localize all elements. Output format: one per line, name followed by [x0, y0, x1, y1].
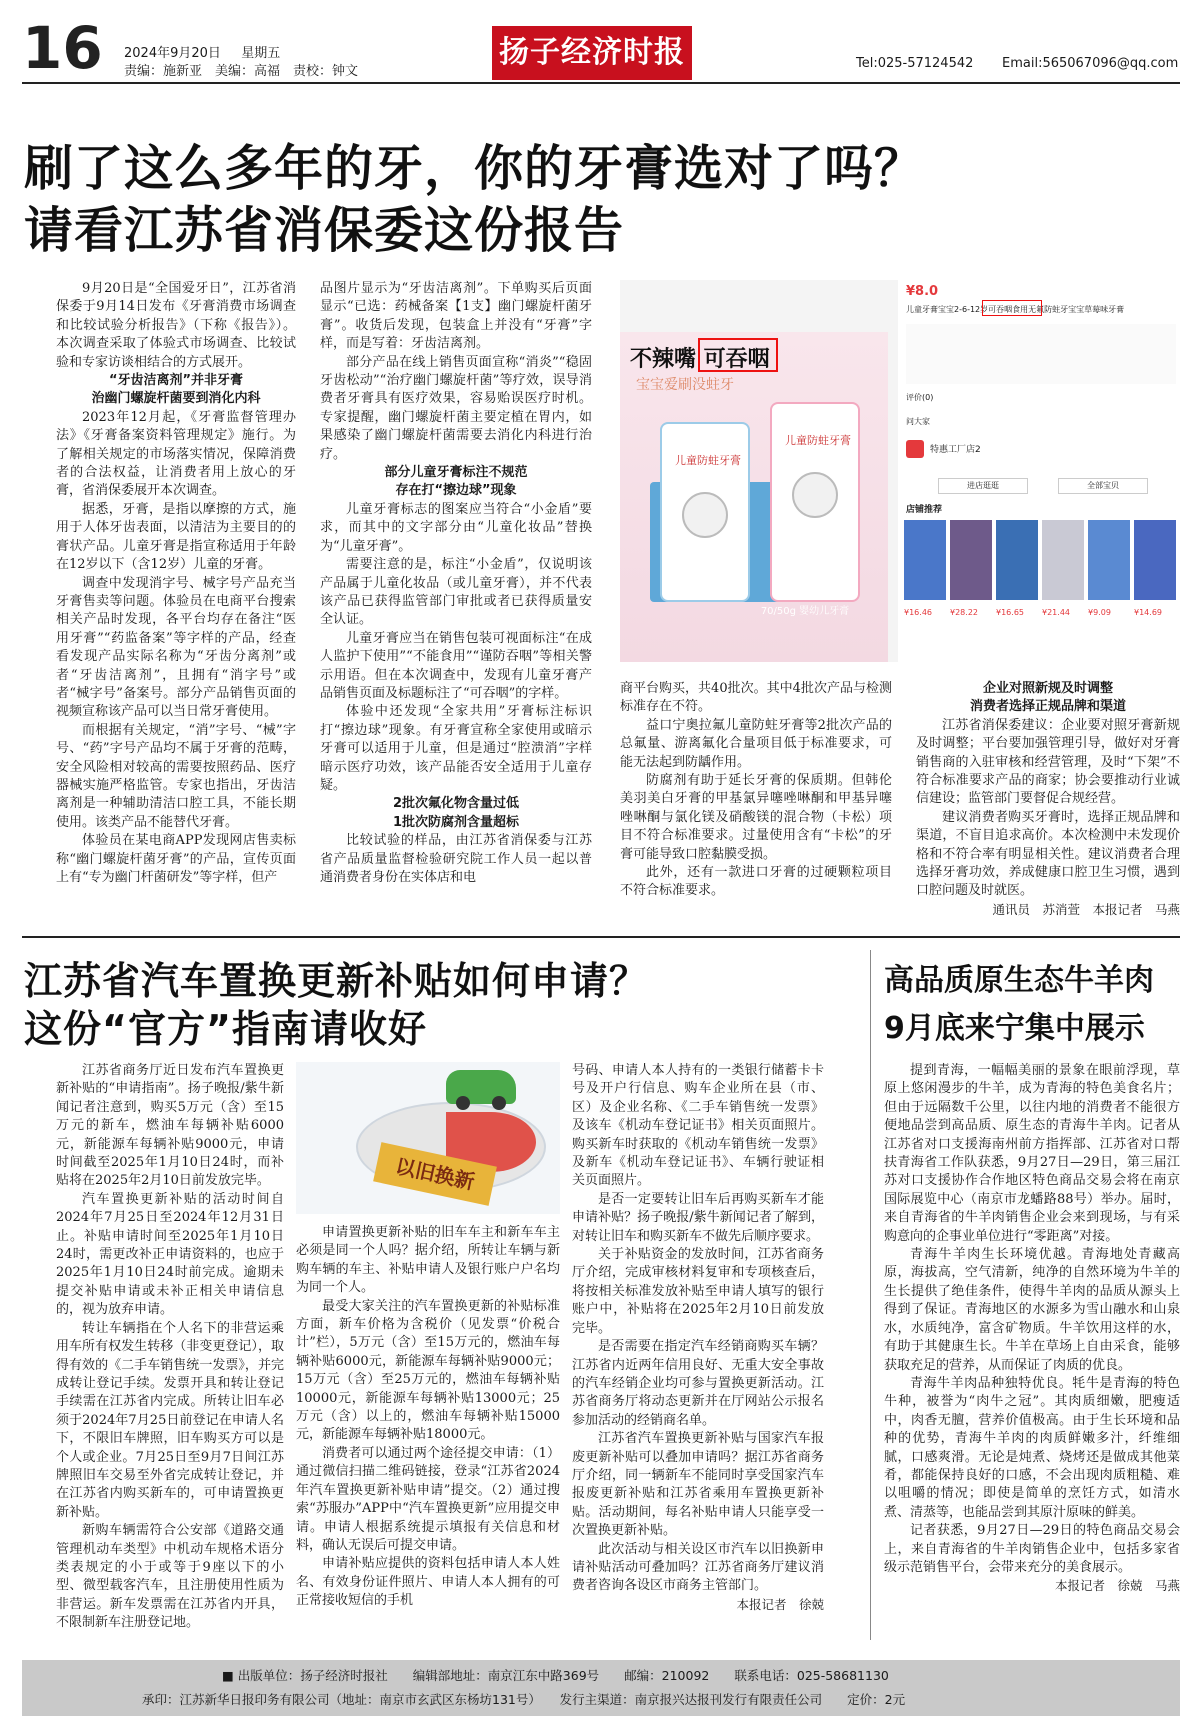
- paragraph: 儿童牙膏应当在销售包装可视面标注“在成人监护下使用”“不能食用”“谨防吞咽”等相关警示用语。但在本次调查中，发现有儿童牙膏产品销售页面及标题标注了“可吞咽”的字样。: [320, 630, 592, 701]
- toothpaste-product-image: [620, 280, 1182, 662]
- product-price: ¥8.0: [906, 284, 939, 299]
- paragraph: 新购车辆需符合公安部《道路交通管理机动车类型》中机动车规格术语分类表规定的小于或等于9座以下的小型、微型载客汽车，且注册使用性质为非营运。新车发票需在江苏省内开具，不限制新车注册登记地。: [56, 1523, 284, 1631]
- photo-subslogan: 宝宝爱刷没蛀牙: [636, 377, 734, 393]
- article2-column-2: [296, 1224, 560, 1640]
- paragraph: 比较试验的样品，由江苏省消保委与江苏省产品质量监督检验研究院工作人员一起以普通消费者身份在实体店和电: [320, 833, 592, 885]
- footer-line-2: 承印：江苏新华日报印务有限公司（地址：南京市玄武区东杨坊131号） 发行主渠道：南京报兴达报刊发行有限责任公司 定价：2元: [142, 1692, 906, 1707]
- paragraph: 最受大家关注的汽车置换更新的补贴标准方面，新车价格为含税价（见发票“价税合计”栏），5万元（含）至15万元的，燃油车每辆补贴6000元，新能源车每辆补贴9000元；15万元（含）至25万元的，燃油车每辆补贴10000元，新能源车每辆补贴13000元；25万元（含）以上的，燃油车每辆补贴15000元，新能源车每辆补贴18000元。: [296, 1298, 560, 1443]
- paragraph: 商平台购买，共40批次。其中4批次产品与检测标准存在不符。: [620, 681, 892, 715]
- masthead: [492, 26, 692, 80]
- paragraph: 是否需要在指定汽车经销商购买车辆？江苏省内近两年信用良好、无重大安全事故的汽车经销企业均可参与置换更新活动。江苏省商务厅将动态更新并在厅网站公示报名参加活动的经销商名单。: [572, 1339, 824, 1428]
- bear-icon-2: [792, 472, 838, 518]
- product-price-tag: ¥21.44: [1042, 608, 1070, 617]
- byline: 本报记者 徐兢: [736, 1596, 824, 1612]
- contact-email: Email:565067096@qq.com: [1002, 56, 1179, 71]
- paragraph: 9月20日是“全国爱牙日”，江苏省消保委于9月14日发布《牙膏消费市场调查和比较试验分析报告》（下称《报告》）。本次调查采取了体验式市场调查、比较试验和专家访谈相结合的方式展开。: [56, 281, 296, 370]
- store-logo: [906, 440, 924, 458]
- paragraph: 调查中发现消字号、械字号产品充当牙膏售卖等问题。体验员在电商平台搜索相关产品时发现，各平台均存在备注“医用牙膏”“药监备案”等字样的产品，经查看发现产品实际名称为“牙齿分离剂”或者“牙齿洁离剂”，且拥有“消字号”或者“械字号”备案号。部分产品销售页面的视频宣称该产品可以当日常牙膏使用。: [56, 575, 296, 720]
- recommended-prices: [904, 608, 1180, 622]
- paragraph: 需要注意的是，标注“小金盾”，仅说明该产品属于儿童化妆品（或儿童牙膏），并不代表该产品已获得监管部门审批或者已获得质量安全认证。: [320, 557, 592, 628]
- editors-line: 责编：施新亚 美编：高福 责校：钟文: [124, 64, 359, 79]
- paragraph: 青海牛羊肉品种独特优良。牦牛是青海的特色牛种，被誉为“肉牛之冠”。其肉质细嫩，肥瘦适中，肉香无膻，营养价值极高。由于生长环境和品种的优势，青海牛羊肉的肉质鲜嫩多汁，纤维细腻，口感爽滑。无论是炖煮、烧烤还是做成其他菜肴，都能保持良好的口感，不会出现肉质粗糙、难以咀嚼的情况；即使是简单的烹饪方式，如清水煮、清蒸等，也能品尝到其原汁原味的鲜美。: [884, 1375, 1180, 1520]
- product-photo: [620, 332, 888, 662]
- highlight-box: [698, 338, 778, 372]
- paragraph: 2023年12月起，《牙膏监督管理办法》《牙膏备案资料管理规定》施行。为了解相关规定的市场落实情况，保障消费者的合法权益，让消费者用上放心的牙膏，省消保委展开本次调查。: [56, 409, 296, 499]
- product-price-tag: ¥14.69: [1134, 608, 1162, 617]
- title-highlight-box: [982, 300, 1042, 316]
- article1-column-4: [916, 680, 1180, 920]
- paragraph: 江苏省汽车置换更新补贴与国家汽车报废更新补贴可以叠加申请吗？据江苏省商务厅介绍，同一辆新车不能同时享受国家汽车报废更新补贴和江苏省乘用车置换更新补贴。活动期间，每名补贴申请人只能享受一次置换更新补贴。: [572, 1431, 824, 1539]
- recommended-products: [904, 520, 1180, 600]
- article2-column-1: [56, 1062, 284, 1640]
- article-divider-vertical: [870, 950, 871, 1640]
- product-price-tag: ¥28.22: [950, 608, 978, 617]
- photo-slogan: 不辣嘴 可吞咽: [630, 347, 770, 372]
- product-thumbnail[interactable]: [1134, 520, 1176, 600]
- paragraph: 提到青海，一幅幅美丽的景象在眼前浮现，草原上悠闲漫步的牛羊，成为青海的特色美食名片；但由于远隔数千公里，以往内地的消费者不能很方便地品尝到高品质、原生态的青海牛羊肉。记者从江苏省对口支援海南州前方指挥部、江苏省对口帮扶青海省工作队获悉，9月27日—29日，第三届江苏对口支援协作合作地区特色商品交易会将在南京国际展览中心（南京市龙蟠路88号）举办。届时，来自青海省的牛羊肉销售企业会来到现场，与有采购意向的企事业单位进行“零距离”对接。: [884, 1063, 1180, 1244]
- subheading: 企业对照新规及时调整: [982, 681, 1113, 696]
- product-thumbnail[interactable]: [1042, 520, 1084, 600]
- article3-title-line1: 高品质原生态牛羊肉: [884, 963, 1154, 998]
- info-block: [906, 324, 1176, 384]
- paragraph: 号码、申请人本人持有的一类银行储蓄卡卡号及开户行信息、购车企业所在县（市、区）及企业名称、《二手车销售统一发票》及该车《机动车登记证书》相关页面照片。购买新车时获取的《机动车销售统一发票》及新车《机动车登记证书》、车辆行驶证相关页面照片。: [572, 1063, 824, 1189]
- article1-column-2: [320, 280, 592, 920]
- subheading: 1批次防腐剂含量超标: [392, 814, 520, 830]
- paragraph: 申请置换更新补贴的旧车车主和新车车主必须是同一个人吗？据介绍，所转让车辆与新购车辆的车主、补贴申请人及银行账户户名均为同一个人。: [296, 1225, 560, 1296]
- store-name: 特惠工厂店2: [930, 445, 981, 455]
- paragraph: 儿童牙膏标志的图案应当符合“小金盾”要求，而其中的文字部分由“儿童化妆品”替换为“儿童牙膏”。: [320, 501, 592, 554]
- paragraph: 品图片显示为“牙齿洁离剂”。下单购买后页面显示“已选：药械备案【1支】幽门螺旋杆菌牙膏”。收货后发现，包装盒上并没有“牙膏”字样，而是写着：牙齿洁离剂。: [320, 281, 592, 352]
- subheading: 存在打“擦边球”现象: [395, 483, 517, 499]
- footer-band: [22, 1660, 1180, 1716]
- paragraph: 而根据有关规定，“消”字号、“械”字号、“药”字号产品均不属于牙膏的范畴，安全风险相对较高的需要按照药品、医疗器械实施严格监管。专家也指出，牙齿洁离剂是一种辅助清洁口腔工具，不能长期使用。该类产品不能替代牙膏。: [56, 722, 296, 830]
- byline: 通讯员 苏消萱 本报记者 马燕: [992, 901, 1180, 917]
- paragraph: 体验员在某电商APP发现网店售卖标称“幽门螺旋杆菌牙膏”的产品，宣传页面上有“专为幽门杆菌研发”等字样，但产: [56, 833, 296, 885]
- article3-column: [884, 1062, 1180, 1640]
- article2-title-line2: 这份“官方”指南请收好: [24, 1007, 427, 1051]
- paragraph: 江苏省消保委建议：企业要对照牙膏新规及时调整；平台要加强管理引导，做好对牙膏销售商的入驻审核和经营管理，及时“下架”不符合标准要求产品的商家；协会要推动行业诚信建设；监管部门要督促合规经营。: [916, 717, 1180, 807]
- store-recommend-label: 店铺推荐: [906, 505, 943, 515]
- paragraph: 是否一定要转让旧车后再购买新车才能申请补贴？扬子晚报/紫牛新闻记者了解到，对转让旧车和购买新车不做先后顺序要求。: [572, 1191, 824, 1244]
- ask-label: 问大家: [906, 417, 930, 426]
- bear-icon: [682, 492, 728, 538]
- trade-in-label: 以旧换新: [393, 1153, 477, 1195]
- paragraph: 关于补贴资金的发放时间，江苏省商务厅介绍，完成审核材料复审和专项核查后，将按相关标准发放补贴至申请人填写的银行账户中，补贴将在2025年2月10日前发放完毕。: [572, 1247, 824, 1336]
- tube-label-2: 儿童防蛀牙膏: [785, 434, 851, 447]
- paragraph: 益口宁奥拉氟儿童防蛀牙膏等2批次产品的总氟量、游离氟化合量项目低于标准要求，可能无法起到防龋作用。: [620, 717, 892, 770]
- subheading: 部分儿童牙膏标注不规范: [384, 465, 528, 481]
- paragraph: 申请补贴应提供的资料包括申请人本人姓名、有效身份证件照片、申请人本人拥有的可正常接收短信的手机: [296, 1556, 560, 1609]
- masthead-title: 扬子经济时报: [499, 35, 685, 70]
- paragraph: 此外，还有一款进口牙膏的过硬颗粒项目不符合标准要求。: [620, 865, 892, 899]
- issue-date: 2024年9月20日: [124, 46, 221, 61]
- car-wheel-1: [456, 1096, 470, 1110]
- enter-store-button[interactable]: 进店逛逛: [938, 478, 1028, 494]
- article1-title-line2: 请看江苏省消保委这份报告: [24, 202, 625, 259]
- all-items-button[interactable]: 全部宝贝: [1058, 478, 1148, 494]
- review-label: 评价(0): [906, 393, 934, 402]
- subheading: 消费者选择正规品牌和渠道: [969, 699, 1126, 715]
- article1-column-3: [620, 680, 892, 920]
- paragraph: 汽车置换更新补贴的活动时间自2024年7月25日至2024年12月31日止。补贴申请时间至2025年1月10日24时，需更改补正申请资料的，也应于2025年1月10日24时前完成。逾期未提交补贴申请或未补正相关申请信息的，视为放弃申请。: [56, 1191, 284, 1318]
- subheading: “牙齿洁离剂”并非牙膏: [108, 373, 244, 389]
- article2-title-line1: 江苏省汽车置换更新补贴如何申请？: [24, 959, 649, 1003]
- product-price-tag: ¥9.09: [1088, 608, 1111, 617]
- tube-label: 儿童防蛀牙膏: [675, 454, 741, 467]
- contact-tel: Tel:025-57124542: [856, 56, 974, 71]
- article1-bottom-rule: [22, 936, 1180, 938]
- footer-line-1: ■ 出版单位：扬子经济时报社 编辑部地址：南京江东中路369号 邮编：210092 联系电话：025-58681130: [222, 1668, 889, 1683]
- issue-date-line: [124, 42, 280, 61]
- article2-column-3: [572, 1062, 824, 1640]
- box-label: 70/50g 婴幼儿牙膏: [760, 606, 850, 617]
- product-price-tag: ¥16.65: [996, 608, 1024, 617]
- article1-title-line1: 刷了这么多年的牙，你的牙膏选对了吗？: [24, 140, 925, 197]
- paragraph: 建议消费者购买牙膏时，选择正规品牌和渠道，不盲目追求高价。本次检测中未发现价格和不符合率有明显相关性。建议消费者合理选择牙膏功效，养成健康口腔卫生习惯，遇到口腔问题及时就医。: [916, 809, 1180, 899]
- paragraph: 据悉，牙膏，是指以摩擦的方式，施用于人体牙齿表面，以清洁为主要目的的膏状产品。儿童牙膏是指宣称适用于年龄在12岁以下（含12岁）儿童的牙膏。: [56, 501, 296, 573]
- car-wheel-2: [492, 1096, 506, 1110]
- trade-in-image: [296, 1062, 560, 1214]
- paragraph: 记者获悉，9月27日—29日的特色商品交易会上，来自青海省的牛羊肉销售企业中，包括多家省级示范销售平台，会带来充分的美食展示。: [884, 1523, 1180, 1575]
- ecommerce-screenshot: [898, 280, 1182, 662]
- paragraph: 转让车辆指在个人名下的非营运乘用车所有权发生转移（非变更登记），取得有效的《二手车销售统一发票》，并完成转让登记手续。发票开具和转让登记手续需在江苏省内完成。所转让旧车必须于2024年7月25日前登记在申请人名下，不限旧车牌照，旧车购买方可以是个人或企业。7月25日至9月7日间江苏牌照旧车交易至外省完成转让登记，并在江苏省内购买新车的，可申请置换更新补贴。: [56, 1320, 284, 1520]
- paragraph: 消费者可以通过两个途径提交申请：（1）通过微信扫描二维码链接，登录“江苏省2024年汽车置换更新补贴申请”提交。（2）通过搜索“苏服办”APP中“汽车置换更新”应用提交申请。申请人根据系统提示填报有关信息和材料，确认无误后可提交申请。: [296, 1445, 560, 1553]
- subheading: 2批次氟化物含量过低: [392, 796, 520, 812]
- product-thumbnail[interactable]: [950, 520, 992, 600]
- product-thumbnail[interactable]: [1088, 520, 1130, 600]
- header-rule: [22, 82, 1180, 84]
- article3-title-line2: 9月底来宁集中展示: [884, 1011, 1145, 1046]
- paragraph: 此次活动与相关设区市汽车以旧换新申请补贴活动可叠加吗？江苏省商务厅建议消费者咨询各设区市商务主管部门。: [572, 1541, 824, 1594]
- paragraph: 防腐剂有助于延长牙膏的保质期。但韩伦美羽美白牙膏的甲基氯异噻唑啉酮和甲基异噻唑啉酮与氯化镁及硝酸镁的混合物（卡松）项目不符合标准要求。过量使用含有“卡松”的牙膏可能导致口腔黏膜受损。: [620, 773, 892, 862]
- article1-column-1: [56, 280, 296, 920]
- paragraph: 部分产品在线上销售页面宣称“消炎”“稳固牙齿松动”“治疗幽门螺旋杆菌”等疗效，误导消费者牙膏具有医疗效果，容易贻误医疗时机。专家提醒，幽门螺旋杆菌主要定植在胃内，如果感染了幽门螺旋杆菌需要去消化内科进行治疗。: [320, 354, 592, 462]
- issue-weekday: 星期五: [241, 46, 281, 61]
- subheading: 治幽门螺旋杆菌要到消化内科: [91, 391, 261, 407]
- paragraph: 体验中还发现“全家共用”牙膏标注标识打“擦边球”现象。有牙膏宣称全家使用或暗示牙膏可以适用于儿童，但是通过“腔溃消”字样暗示医疗功效，该产品能否安全适用于儿童存疑。: [320, 704, 592, 793]
- product-price-tag: ¥16.46: [904, 608, 932, 617]
- paragraph: 江苏省商务厅近日发布汽车置换更新补贴的“申请指南”。扬子晚报/紫牛新闻记者注意到，购买5万元（含）至15万元的新车，燃油车每辆补贴6000元，新能源车每辆补贴9000元，申请时间截至2025年1月10日24时，而补贴将在2025年2月10日前发放完毕。: [56, 1063, 284, 1189]
- product-thumbnail[interactable]: [996, 520, 1038, 600]
- product-thumbnail[interactable]: [904, 520, 946, 600]
- byline: 本报记者 徐兢 马燕: [1054, 1578, 1180, 1594]
- page-number: 16: [22, 14, 103, 82]
- product-title: 儿童牙膏宝宝2-6-12岁可吞咽食用无氟防蛀牙宝宝草莓味牙膏: [906, 305, 1125, 314]
- paragraph: 青海牛羊肉生长环境优越。青海地处青藏高原，海拔高，空气清新，纯净的自然环境为牛羊的生长提供了绝佳条件，使得牛羊肉的品质从源头上得到了保证。青海地区的水源多为雪山融水和山泉水，水质纯净，富含矿物质。牛羊饮用这样的水，有助于其健康生长。牛羊在草场上自由采食，能够获取充足的营养，从而保证了肉质的优良。: [884, 1247, 1180, 1373]
